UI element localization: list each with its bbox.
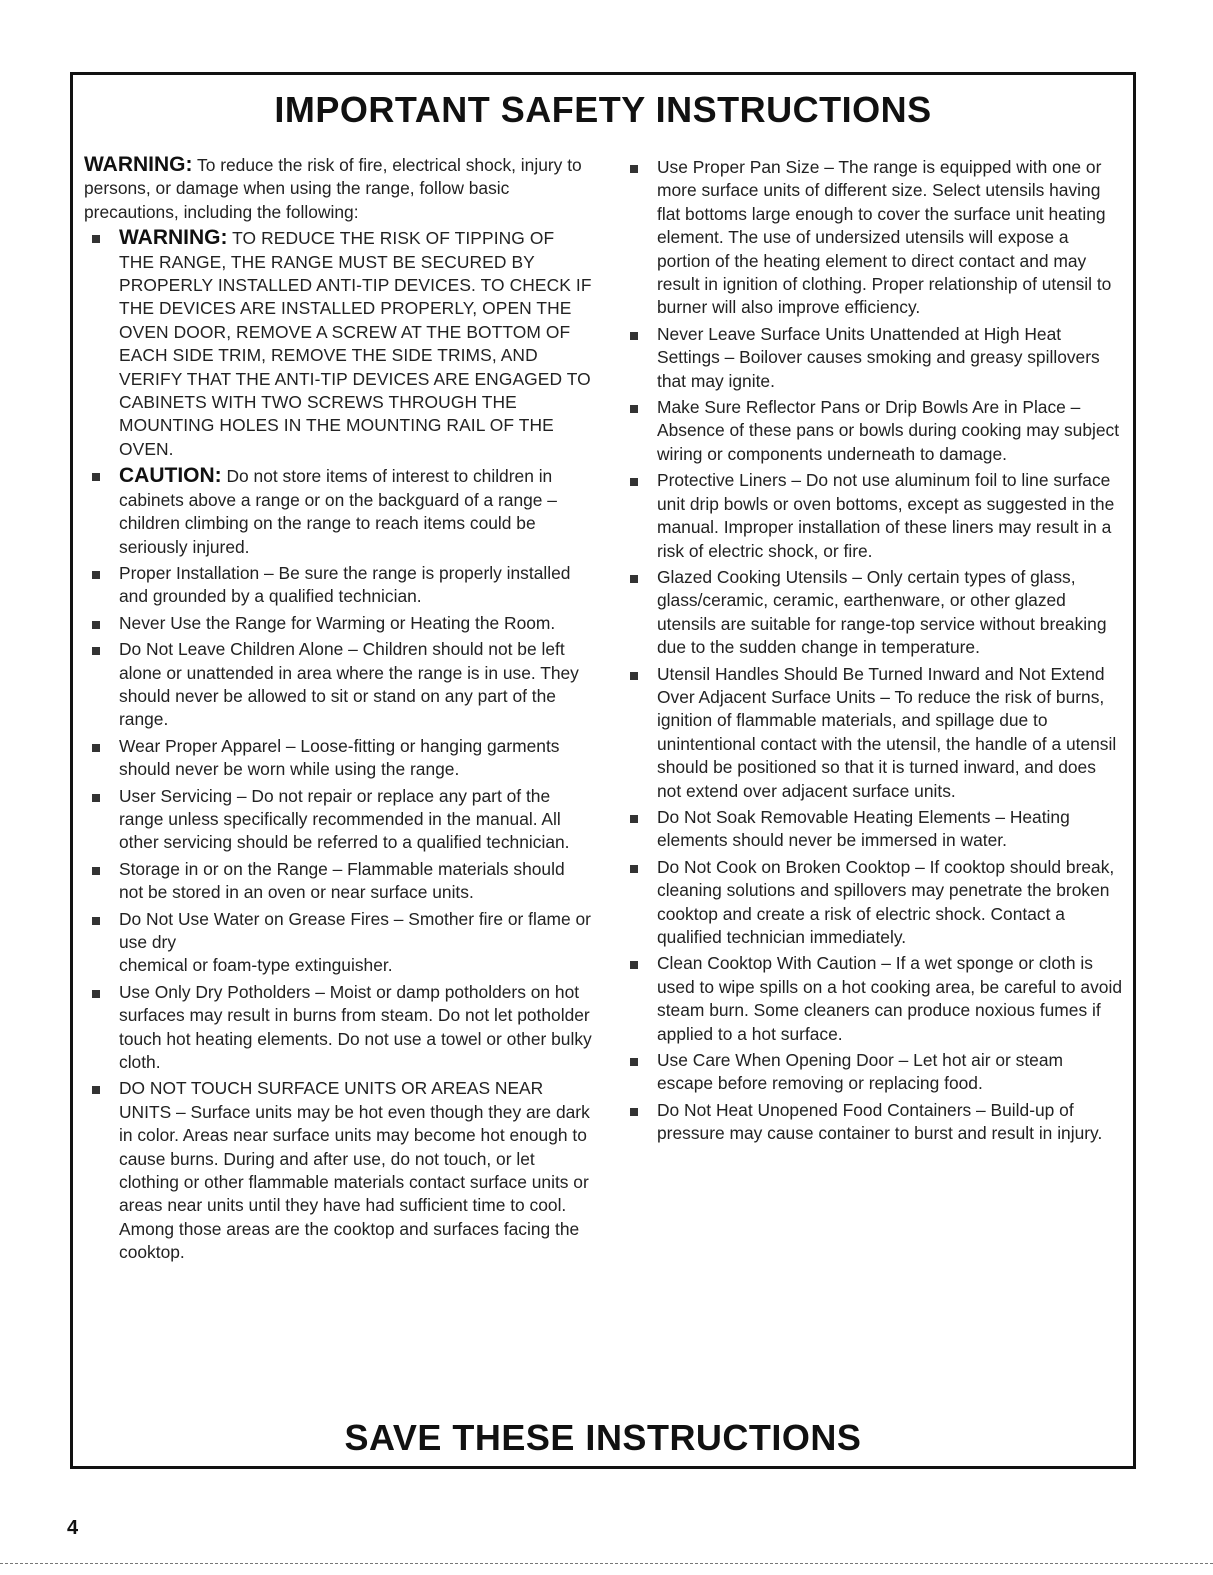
caution-label: CAUTION: — [119, 464, 222, 488]
bullet-icon — [630, 1058, 638, 1066]
bullet-icon — [630, 575, 638, 583]
list-item-text: Use Care When Opening Door – Let hot air or steam escape before removing or replacing food. — [657, 1050, 1063, 1094]
list-item-text: Do Not Cook on Broken Cooktop – If cooktop should break, cleaning solutions and spillovers may penetrate the broken cooktop and create a risk of electric shock. Contact a qualified technician immediately. — [657, 856, 1115, 947]
list-item — [84, 785, 592, 855]
list-item-text: Make Sure Reflector Pans or Drip Bowls Are in Place – Absence of these pans or bowls during cooking may subject wiring or components underneath to damage. — [657, 397, 1120, 464]
list-item — [622, 1099, 1122, 1146]
list-item-text: DO NOT TOUCH SURFACE UNITS OR AREAS NEAR UNITS – Surface units may be hot even though they are dark in color. Areas near surface units may become hot enough to cause burns. During and after use, do not touch, or let clothing or other flammable materials contact surface units or areas near units until they have had sufficient time to cool. Among those areas are the cooktop and surfaces facing the cooktop. — [119, 1078, 590, 1263]
bullet-icon — [630, 672, 638, 680]
list-item-text: Do not store items of interest to children in cabinets above a range or on the backguard of a range – children climbing on the range to reach items could be seriously injured. — [119, 466, 557, 557]
list-item-text: Do Not Use Water on Grease Fires – Smother fire or flame or use dry — [119, 908, 591, 952]
bullet-icon — [92, 473, 100, 481]
list-item — [622, 952, 1122, 1046]
list-item-text: Proper Installation – Be sure the range is properly installed and grounded by a qualified technician. — [119, 562, 571, 607]
bullet-icon — [630, 1108, 638, 1116]
list-item — [84, 1077, 592, 1264]
list-item-text: Use Proper Pan Size – The range is equipped with one or more surface units of different size. Select utensils having flat bottoms large enough to cover the surface unit heating element. The use of undersized utensils will expose a portion of the heating element to direct contact and may result in ignition of clothing. Proper relationship of utensil to burner will also improve efficiency. — [657, 157, 1112, 318]
bottom-divider — [0, 1563, 1213, 1564]
list-item — [622, 566, 1122, 660]
list-item-text: Glazed Cooking Utensils – Only certain types of glass, glass/ceramic, ceramic, earthenware, or other glazed utensils are suitable for range-top service without breaking due to the sudden change in temperature. — [657, 566, 1107, 658]
list-item — [84, 981, 592, 1075]
bullet-icon — [92, 621, 100, 629]
warning-label: WARNING: — [119, 226, 228, 250]
list-item — [622, 663, 1122, 803]
intro-warning-label: WARNING: — [84, 153, 193, 176]
bullet-icon — [92, 1086, 100, 1094]
left-column — [84, 153, 592, 1268]
list-item-text: Protective Liners – Do not use aluminum foil to line surface unit drip bowls or oven bottoms, except as suggested in the manual. Improper installation of these liners may result in a risk of electric shock, or fire. — [657, 470, 1115, 561]
right-instruction-list — [622, 156, 1122, 1146]
list-item-text: User Servicing – Do not repair or replace any part of the range unless specifically recommended in the manual. All other servicing should be referred to a qualified technician. — [119, 785, 570, 853]
bullet-icon — [92, 235, 100, 243]
bullet-icon — [92, 794, 100, 802]
list-item — [84, 226, 592, 461]
list-item-text: Do Not Leave Children Alone – Children should not be left alone or unattended in area where the range is in use. They should never be allowed to sit or stand on any part of the range. — [119, 639, 579, 730]
list-item-text: Clean Cooktop With Caution – If a wet sponge or cloth is used to wipe spills on a hot cooking area, be careful to avoid steam burn. Some cleaners can produce noxious fumes if applied to a hot surface. — [657, 953, 1123, 1044]
list-item — [84, 908, 592, 978]
bullet-icon — [92, 917, 100, 925]
bullet-icon — [630, 815, 638, 823]
list-item — [84, 562, 592, 609]
page-number: 4 — [67, 1517, 79, 1539]
list-item — [84, 464, 592, 559]
list-item-text: Utensil Handles Should Be Turned Inward and Not Extend Over Adjacent Surface Units – To reduce the risk of burns, ignition of flammable materials, and spillage due to unintentional contact with the utensil, the handle of a utensil should be positioned so that it is turned inward, and does not extend over adjacent surface units. — [657, 663, 1117, 801]
left-instruction-list — [84, 226, 592, 1264]
right-column — [622, 156, 1122, 1149]
bullet-icon — [92, 571, 100, 579]
page-title: IMPORTANT SAFETY INSTRUCTIONS — [274, 89, 932, 130]
list-item — [622, 469, 1122, 563]
bullet-icon — [92, 990, 100, 998]
list-item — [84, 858, 592, 905]
list-item — [622, 396, 1122, 466]
bullet-icon — [630, 478, 638, 486]
bullet-icon — [630, 865, 638, 873]
bullet-icon — [630, 961, 638, 969]
bullet-icon — [630, 332, 638, 340]
list-item — [84, 612, 592, 635]
safety-instructions-box — [70, 72, 1136, 1469]
bullet-icon — [92, 867, 100, 875]
list-item-text: Never Leave Surface Units Unattended at High Heat Settings – Boilover causes smoking and greasy spillovers that may ignite. — [657, 323, 1100, 391]
save-instructions-title: SAVE THESE INSTRUCTIONS — [344, 1417, 862, 1458]
list-item-text: Wear Proper Apparel – Loose-fitting or hanging garments should never be worn while using the range. — [119, 735, 560, 780]
list-item-text: Storage in or on the Range – Flammable materials should not be stored in an oven or near surface units. — [119, 858, 565, 903]
list-item-text: Never Use the Range for Warming or Heating the Room. — [119, 612, 556, 633]
list-item-text-continued: chemical or foam-type extinguisher. — [119, 955, 393, 976]
list-item-text: TO REDUCE THE RISK OF TIPPING OF THE RANGE, THE RANGE MUST BE SECURED BY PROPERLY INSTALLED ANTI-TIP DEVICES. TO CHECK IF THE DEVICES ARE INSTALLED PROPERLY, OPEN THE OVEN DOOR, REMOVE A SCREW AT THE BOTTOM OF EACH SIDE TRIM, REMOVE THE SIDE TRIMS, AND VERIFY THAT THE ANTI-TIP DEVICES ARE ENGAGED TO CABINETS WITH TWO SCREWS THROUGH THE MOUNTING HOLES IN THE MOUNTING RAIL OF THE OVEN. — [119, 228, 592, 459]
list-item — [622, 856, 1122, 950]
list-item — [622, 156, 1122, 320]
list-item — [84, 735, 592, 782]
intro-text: To reduce the risk of fire, electrical shock, injury to persons, or damage when using the range, follow basic precautions, including the following: — [84, 155, 582, 222]
bullet-icon — [630, 165, 638, 173]
list-item-text: Do Not Soak Removable Heating Elements – Heating elements should never be immersed in water. — [657, 806, 1070, 851]
list-item-text: Use Only Dry Potholders – Moist or damp potholders on hot surfaces may result in burns from steam. Do not let potholder touch hot heating elements. Do not use a towel or other bulky cloth. — [119, 981, 592, 1073]
bullet-icon — [92, 744, 100, 752]
bullet-icon — [92, 647, 100, 655]
list-item — [622, 323, 1122, 393]
list-item — [622, 806, 1122, 853]
bullet-icon — [630, 405, 638, 413]
intro-paragraph — [84, 153, 592, 224]
list-item-text: Do Not Heat Unopened Food Containers – Build-up of pressure may cause container to burst and result in injury. — [657, 1099, 1103, 1144]
list-item — [84, 638, 592, 732]
list-item — [622, 1049, 1122, 1096]
